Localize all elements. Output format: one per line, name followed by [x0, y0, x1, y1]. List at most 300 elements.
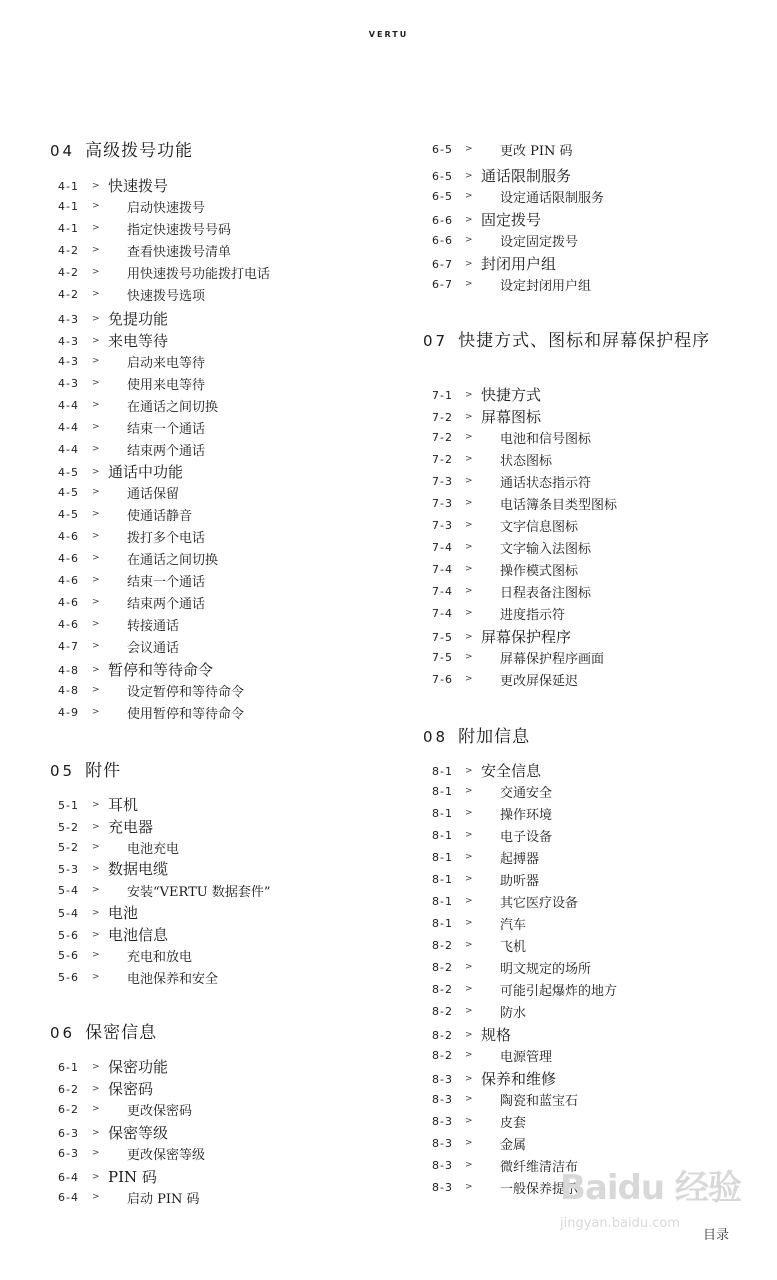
entry-title: 通话限制服务	[481, 167, 572, 185]
entry-title: 电话簿条目类型图标	[500, 498, 618, 513]
chevron-right-icon: >	[465, 1116, 473, 1126]
page-number: 4-3	[58, 313, 79, 326]
page-number: 8-3	[432, 1159, 453, 1172]
entry-title: 设定暂停和等待命令	[127, 685, 245, 700]
toc-entry-main[interactable]	[0, 1069, 777, 1089]
chevron-right-icon: >	[465, 984, 473, 994]
section-number: 07	[423, 332, 449, 350]
entry-title: 查看快速拨号清单	[127, 245, 232, 260]
entry-title: 使用暂停和等待命令	[127, 707, 245, 722]
entry-title: 在通话之间切换	[127, 400, 219, 415]
chevron-right-icon: >	[465, 235, 473, 245]
chevron-right-icon: >	[92, 800, 100, 810]
section-heading	[423, 726, 737, 748]
chevron-right-icon: >	[465, 1074, 473, 1084]
chevron-right-icon: >	[92, 864, 100, 874]
page-number: 7-3	[432, 475, 453, 488]
chevron-right-icon: >	[92, 245, 100, 255]
toc-entry-sub[interactable]	[0, 1133, 777, 1153]
chevron-right-icon: >	[465, 215, 473, 225]
page-number: 6-7	[432, 258, 453, 271]
entry-title: 保养和维修	[481, 1070, 557, 1088]
chevron-right-icon: >	[92, 972, 100, 982]
chevron-right-icon: >	[465, 940, 473, 950]
chevron-right-icon: >	[465, 279, 473, 289]
chevron-right-icon: >	[465, 808, 473, 818]
chevron-right-icon: >	[465, 674, 473, 684]
entry-title: 电池和信号图标	[500, 432, 592, 447]
entry-title: 会议通话	[127, 641, 180, 656]
toc-entry-sub[interactable]	[0, 230, 777, 250]
toc-entry-sub[interactable]	[0, 1045, 777, 1065]
page-number: 4-1	[58, 200, 79, 213]
chevron-right-icon: >	[465, 874, 473, 884]
chevron-right-icon: >	[92, 289, 100, 299]
page-number: 7-1	[432, 389, 453, 402]
chevron-right-icon: >	[465, 259, 473, 269]
chevron-right-icon: >	[465, 608, 473, 618]
entry-title: 状态图标	[500, 454, 553, 469]
toc-entry-sub[interactable]	[0, 825, 777, 845]
entry-title: 设定封闭用户组	[500, 279, 592, 294]
entry-title: 结束一个通话	[127, 575, 206, 590]
page-number: 8-3	[432, 1137, 453, 1150]
entry-title: 结束两个通话	[127, 444, 206, 459]
entry-title: 结束两个通话	[127, 597, 206, 612]
toc-entry-sub[interactable]	[0, 1001, 777, 1021]
chevron-right-icon: >	[465, 390, 473, 400]
chevron-right-icon: >	[465, 1160, 473, 1170]
page-number: 5-2	[58, 841, 79, 854]
chevron-right-icon: >	[92, 201, 100, 211]
chevron-right-icon: >	[92, 181, 100, 191]
page-number: 8-2	[432, 983, 453, 996]
entry-title: 使用来电等待	[127, 378, 206, 393]
chevron-right-icon: >	[465, 652, 473, 662]
page-number: 4-4	[58, 399, 79, 412]
entry-title: 更改保密等级	[127, 1148, 206, 1163]
chevron-right-icon: >	[465, 1138, 473, 1148]
page-number: 4-3	[58, 335, 79, 348]
entry-title: 免提功能	[108, 310, 169, 328]
page-number: 8-1	[432, 829, 453, 842]
page-number: 4-4	[58, 443, 79, 456]
entry-title: 通话状态指示符	[500, 476, 592, 491]
page-number: 4-6	[58, 618, 79, 631]
chevron-right-icon: >	[92, 509, 100, 519]
page-number: 5-2	[58, 821, 79, 834]
page-number: 8-2	[432, 939, 453, 952]
chevron-right-icon: >	[92, 575, 100, 585]
page-number: 6-1	[58, 1061, 79, 1074]
chevron-right-icon: >	[92, 223, 100, 233]
chevron-right-icon: >	[465, 1030, 473, 1040]
toc-entry-sub[interactable]	[0, 647, 777, 667]
section-number: 05	[50, 762, 76, 780]
page-number: 6-3	[58, 1127, 79, 1140]
page-number: 8-3	[432, 1181, 453, 1194]
page-number: 5-6	[58, 929, 79, 942]
page-number: 4-9	[58, 706, 79, 719]
section-number: 08	[423, 728, 449, 746]
page-number: 7-5	[432, 631, 453, 644]
chevron-right-icon: >	[465, 896, 473, 906]
toc-entry-sub[interactable]	[0, 515, 777, 535]
chevron-right-icon: >	[92, 267, 100, 277]
section-number: 04	[50, 142, 76, 160]
page-number: 5-1	[58, 799, 79, 812]
chevron-right-icon: >	[465, 1050, 473, 1060]
chevron-right-icon: >	[92, 400, 100, 410]
toc-entry-main[interactable]	[0, 627, 777, 647]
entry-title: 用快速拨号功能拨打电话	[127, 267, 271, 282]
toc-entry-main[interactable]	[0, 385, 777, 405]
entry-title: 封闭用户组	[481, 255, 557, 273]
entry-title: PIN 码	[108, 1168, 157, 1186]
chevron-right-icon: >	[92, 1084, 100, 1094]
entry-title: 皮套	[500, 1116, 527, 1131]
chevron-right-icon: >	[92, 885, 100, 895]
chevron-right-icon: >	[92, 842, 100, 852]
chevron-right-icon: >	[92, 467, 100, 477]
chevron-right-icon: >	[92, 1172, 100, 1182]
entry-title: 起搏器	[500, 852, 540, 867]
chevron-right-icon: >	[465, 412, 473, 422]
page-number: 6-5	[432, 170, 453, 183]
toc-entry-main[interactable]	[0, 1025, 777, 1045]
chevron-right-icon: >	[92, 665, 100, 675]
chevron-right-icon: >	[465, 564, 473, 574]
page-number: 6-5	[432, 190, 453, 203]
toc-entry-sub[interactable]	[0, 581, 777, 601]
entry-title: 其它医疗设备	[500, 896, 579, 911]
page-number: 6-6	[432, 234, 453, 247]
page-number: 7-4	[432, 541, 453, 554]
entry-title: 保密功能	[108, 1058, 169, 1076]
page-number: 4-8	[58, 664, 79, 677]
entry-title: 通话保留	[127, 487, 180, 502]
page-number: 4-3	[58, 355, 79, 368]
entry-title: 固定拨号	[481, 211, 542, 229]
chevron-right-icon: >	[92, 356, 100, 366]
entry-title: 数据电缆	[108, 860, 169, 878]
page-number: 4-2	[58, 266, 79, 279]
page-number: 7-6	[432, 673, 453, 686]
page-number: 6-2	[58, 1103, 79, 1116]
chevron-right-icon: >	[92, 930, 100, 940]
entry-title: 充电器	[108, 818, 154, 836]
toc-entry-sub[interactable]	[0, 449, 777, 469]
entry-title: 电子设备	[500, 830, 553, 845]
toc-entry-sub[interactable]	[0, 186, 777, 206]
entry-title: 来电等待	[108, 332, 169, 350]
section-heading	[423, 330, 737, 352]
page-number: 4-1	[58, 180, 79, 193]
toc-entry-main[interactable]	[0, 254, 777, 274]
page-number: 6-4	[58, 1171, 79, 1184]
chevron-right-icon: >	[465, 1182, 473, 1192]
entry-title: 日程表备注图标	[500, 586, 592, 601]
page-number: 8-3	[432, 1093, 453, 1106]
page-number: 8-2	[432, 961, 453, 974]
toc-entry-sub[interactable]	[0, 913, 777, 933]
entry-title: 可能引起爆炸的地方	[500, 984, 618, 999]
page-number: 7-3	[432, 497, 453, 510]
watermark	[560, 1160, 760, 1250]
page-number: 8-3	[432, 1115, 453, 1128]
entry-title: 电池保养和安全	[127, 972, 219, 987]
toc-entry-sub[interactable]	[0, 493, 777, 513]
toc-entry-sub[interactable]	[0, 559, 777, 579]
section-title: 高级拨号功能	[85, 141, 194, 161]
toc-entry-sub[interactable]	[0, 847, 777, 867]
toc-entry-sub[interactable]	[0, 603, 777, 623]
chevron-right-icon: >	[92, 950, 100, 960]
page-number: 6-3	[58, 1147, 79, 1160]
entry-title: 文字信息图标	[500, 520, 579, 535]
chevron-right-icon: >	[92, 1192, 100, 1202]
entry-title: 操作环境	[500, 808, 553, 823]
entry-title: 使通话静音	[127, 509, 193, 524]
chevron-right-icon: >	[465, 454, 473, 464]
page-number: 8-1	[432, 851, 453, 864]
chevron-right-icon: >	[92, 444, 100, 454]
entry-title: 屏幕保护程序	[481, 628, 572, 646]
entry-title: 一般保养提示	[500, 1182, 579, 1197]
page-number: 8-1	[432, 765, 453, 778]
page-number: 8-3	[432, 1073, 453, 1086]
entry-title: 指定快速拨号号码	[127, 223, 232, 238]
entry-title: 暂停和等待命令	[108, 661, 214, 679]
page-number: 7-2	[432, 431, 453, 444]
chevron-right-icon: >	[92, 908, 100, 918]
entry-title: 启动来电等待	[127, 356, 206, 371]
chevron-right-icon: >	[465, 962, 473, 972]
chevron-right-icon: >	[465, 476, 473, 486]
page-number: 4-6	[58, 552, 79, 565]
toc-entry-sub[interactable]	[0, 891, 777, 911]
toc-entry-sub[interactable]	[0, 803, 777, 823]
chevron-right-icon: >	[92, 1148, 100, 1158]
entry-title: 设定固定拨号	[500, 235, 579, 250]
entry-title: 更改屏保延迟	[500, 674, 579, 689]
page-number: 5-6	[58, 949, 79, 962]
toc-entry-sub[interactable]	[0, 1111, 777, 1131]
page-number: 8-1	[432, 807, 453, 820]
toc-entry-main[interactable]	[0, 761, 777, 781]
chevron-right-icon: >	[92, 597, 100, 607]
page-number: 4-2	[58, 288, 79, 301]
toc-entry-sub[interactable]	[0, 979, 777, 999]
chevron-right-icon: >	[92, 641, 100, 651]
page-number: 4-6	[58, 530, 79, 543]
entry-title: 规格	[481, 1026, 512, 1044]
entry-title: 快捷方式	[481, 386, 542, 404]
section-number: 06	[50, 1024, 76, 1042]
chevron-right-icon: >	[92, 531, 100, 541]
page-number: 4-5	[58, 508, 79, 521]
toc-entry-sub[interactable]	[0, 957, 777, 977]
entry-title: 汽车	[500, 918, 527, 933]
page-number: 8-2	[432, 1029, 453, 1042]
chevron-right-icon: >	[465, 542, 473, 552]
entry-title: 结束一个通话	[127, 422, 206, 437]
page-number: 5-4	[58, 884, 79, 897]
page-number: 4-6	[58, 574, 79, 587]
page-number: 4-5	[58, 466, 79, 479]
chevron-right-icon: >	[92, 707, 100, 717]
entry-title: 屏幕保护程序画面	[500, 652, 605, 667]
chevron-right-icon: >	[92, 553, 100, 563]
toc-entry-sub[interactable]	[0, 427, 777, 447]
entry-title: 明文规定的场所	[500, 962, 592, 977]
chevron-right-icon: >	[465, 144, 473, 154]
entry-title: 交通安全	[500, 786, 553, 801]
section-title: 附件	[85, 761, 122, 781]
chevron-right-icon: >	[92, 336, 100, 346]
chevron-right-icon: >	[92, 314, 100, 324]
chevron-right-icon: >	[465, 1006, 473, 1016]
watermark-url: jingyan.baidu.com	[560, 1216, 680, 1231]
chevron-right-icon: >	[465, 632, 473, 642]
page-number: 8-1	[432, 873, 453, 886]
toc-entry-sub[interactable]	[0, 139, 777, 159]
chevron-right-icon: >	[92, 422, 100, 432]
entry-title: 飞机	[500, 940, 527, 955]
entry-title: 耳机	[108, 796, 139, 814]
section-title: 快捷方式、图标和屏幕保护程序	[458, 331, 711, 351]
page-number: 4-6	[58, 596, 79, 609]
page-number: 6-6	[432, 214, 453, 227]
page-number: 7-2	[432, 453, 453, 466]
chevron-right-icon: >	[92, 487, 100, 497]
page-number: 7-5	[432, 651, 453, 664]
toc-entry-sub[interactable]	[0, 1089, 777, 1109]
entry-title: 启动快速拨号	[127, 201, 206, 216]
toc-entry-sub[interactable]	[0, 781, 777, 801]
entry-title: 快速拨号	[108, 177, 169, 195]
entry-title: 电源管理	[500, 1050, 553, 1065]
chevron-right-icon: >	[465, 786, 473, 796]
page-footer-label: 目录	[702, 1228, 729, 1243]
page-number: 8-1	[432, 917, 453, 930]
entry-title: 进度指示符	[500, 608, 566, 623]
chevron-right-icon: >	[465, 498, 473, 508]
page-number: 6-5	[432, 143, 453, 156]
entry-title: 文字输入法图标	[500, 542, 592, 557]
chevron-right-icon: >	[92, 822, 100, 832]
entry-title: 设定通话限制服务	[500, 191, 605, 206]
chevron-right-icon: >	[465, 171, 473, 181]
watermark-logo: Baidu 经验	[560, 1168, 741, 1208]
entry-title: 电池	[108, 904, 139, 922]
chevron-right-icon: >	[92, 1104, 100, 1114]
entry-title: 在通话之间切换	[127, 553, 219, 568]
toc-entry-main[interactable]	[0, 407, 777, 427]
section-title: 附加信息	[458, 727, 531, 747]
page-number: 4-8	[58, 684, 79, 697]
entry-title: 屏幕图标	[481, 408, 542, 426]
chevron-right-icon: >	[92, 378, 100, 388]
page-number: 6-2	[58, 1083, 79, 1096]
toc-entry-sub[interactable]	[0, 669, 777, 689]
page-number: 5-6	[58, 971, 79, 984]
chevron-right-icon: >	[92, 1128, 100, 1138]
page-number: 7-4	[432, 563, 453, 576]
entry-title: 保密等级	[108, 1124, 169, 1142]
toc-entry-sub[interactable]	[0, 869, 777, 889]
toc-entry-sub[interactable]	[0, 935, 777, 955]
page-number: 8-1	[432, 895, 453, 908]
chevron-right-icon: >	[465, 852, 473, 862]
page-number: 5-3	[58, 863, 79, 876]
chevron-right-icon: >	[465, 191, 473, 201]
toc-entry-sub[interactable]	[0, 471, 777, 491]
page-number: 4-2	[58, 244, 79, 257]
toc-entry-sub[interactable]	[0, 274, 777, 294]
entry-title: 通话中功能	[108, 463, 184, 481]
page-number: 4-1	[58, 222, 79, 235]
entry-title: 电池信息	[108, 926, 169, 944]
page-number: 4-4	[58, 421, 79, 434]
page-number: 5-4	[58, 907, 79, 920]
entry-title: 安全信息	[481, 762, 542, 780]
entry-title: 微纤维清洁布	[500, 1160, 579, 1175]
chevron-right-icon: >	[465, 918, 473, 928]
chevron-right-icon: >	[465, 1094, 473, 1104]
entry-title: 拨打多个电话	[127, 531, 206, 546]
entry-title: 电池充电	[127, 842, 180, 857]
toc-entry-main[interactable]	[0, 166, 777, 186]
brand-header: VERTU	[368, 30, 409, 39]
chevron-right-icon: >	[92, 685, 100, 695]
page-number: 8-1	[432, 785, 453, 798]
chevron-right-icon: >	[465, 432, 473, 442]
toc-entry-sub[interactable]	[0, 537, 777, 557]
entry-title: 启动 PIN 码	[127, 1192, 200, 1207]
entry-title: 安装“VERTU 数据套件”	[127, 885, 271, 900]
toc-entry-main[interactable]	[0, 210, 777, 230]
entry-title: 陶瓷和蓝宝石	[500, 1094, 579, 1109]
section-title: 保密信息	[85, 1023, 158, 1043]
entry-title: 快速拨号选项	[127, 289, 206, 304]
page-number: 7-2	[432, 411, 453, 424]
chevron-right-icon: >	[92, 619, 100, 629]
chevron-right-icon: >	[92, 1062, 100, 1072]
entry-title: 充电和放电	[127, 950, 193, 965]
entry-title: 保密码	[108, 1080, 154, 1098]
entry-title: 操作模式图标	[500, 564, 579, 579]
page-number: 7-4	[432, 585, 453, 598]
entry-title: 更改保密码	[127, 1104, 193, 1119]
entry-title: 转接通话	[127, 619, 180, 634]
entry-title: 防水	[500, 1006, 527, 1021]
chevron-right-icon: >	[465, 586, 473, 596]
chevron-right-icon: >	[465, 520, 473, 530]
page-number: 7-3	[432, 519, 453, 532]
page-number: 4-7	[58, 640, 79, 653]
page-number: 6-4	[58, 1191, 79, 1204]
page-number: 6-7	[432, 278, 453, 291]
page-number: 8-2	[432, 1049, 453, 1062]
page-number: 4-3	[58, 377, 79, 390]
page-number: 8-2	[432, 1005, 453, 1018]
entry-title: 助听器	[500, 874, 540, 889]
entry-title: 金属	[500, 1138, 527, 1153]
page-number: 4-5	[58, 486, 79, 499]
page-number: 7-4	[432, 607, 453, 620]
chevron-right-icon: >	[465, 830, 473, 840]
